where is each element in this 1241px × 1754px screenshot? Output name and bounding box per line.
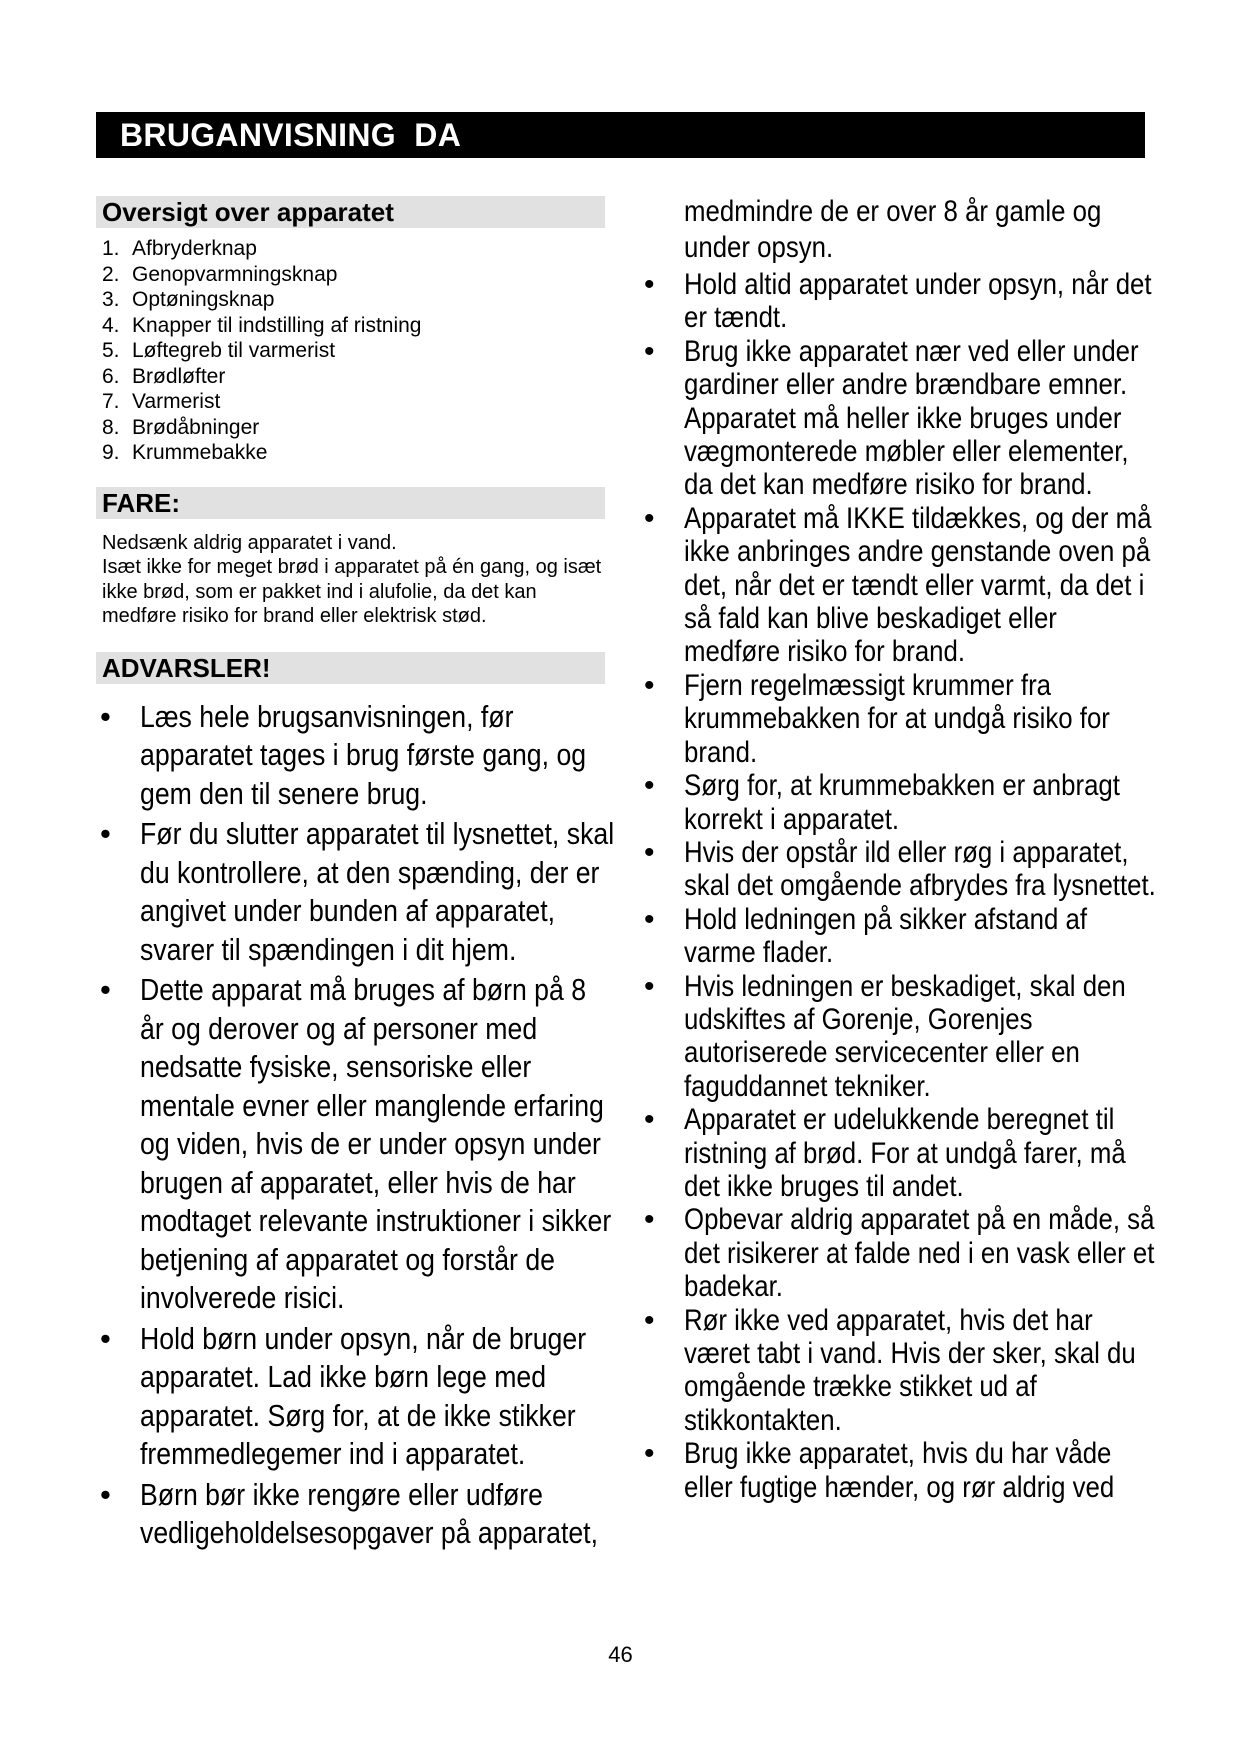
- list-item: [96, 338, 616, 364]
- warning-text: • Sørg for, at krummebakken er anbragt korrekt i apparatet.: [684, 769, 1120, 836]
- left-column: [96, 196, 616, 1555]
- list-item: [640, 1437, 1160, 1504]
- list-item: [640, 903, 1160, 970]
- list-item: [640, 1103, 1160, 1203]
- list-item: [96, 815, 616, 969]
- warnings-list-right: [640, 268, 1160, 1504]
- warning-text: • Hold ledningen på sikker afstand af varme flader.: [684, 902, 1088, 970]
- list-item: [640, 1304, 1160, 1438]
- list-item: [640, 268, 1160, 335]
- item-label: Knapper til indstilling af ristning: [132, 313, 422, 337]
- list-item: [96, 415, 616, 441]
- warning-text: • Brug ikke apparatet nær ved eller under gardiner eller andre brændbare emner. Apparatet må heller ikke bruges under vægmonterede møbler eller elementer, da det kan medføre risiko for brand.: [684, 334, 1139, 502]
- warning-text: • Dette apparat må bruges af børn på 8 år og derover og af personer med nedsatte fysiske, sensoriske eller mentale evner eller manglende erfaring og viden, hvis de er under opsyn under brugen af apparatet, eller hvis de har modtaget relevante instruktioner i sikker betjening af apparatet og forstår de involverede risici.: [140, 972, 612, 1315]
- warning-text: • Apparatet er udelukkende beregnet til ristning af brød. For at undgå farer, må det ikke bruges til andet.: [684, 1103, 1126, 1203]
- page-number: 46: [608, 1642, 633, 1667]
- list-item: [640, 1203, 1160, 1303]
- item-label: Afbryderknap: [132, 237, 257, 260]
- item-number: 3.: [102, 288, 120, 311]
- overview-list: [96, 236, 616, 466]
- warning-text: • Læs hele brugsanvisningen, før apparatet tages i brug første gang, og gem den til senere brug.: [140, 698, 587, 811]
- warnings-heading: ADVARSLER!: [96, 652, 605, 684]
- item-number: 5.: [102, 339, 120, 362]
- warnings-list-left: [96, 698, 616, 1553]
- warning-text: • Før du slutter apparatet til lysnettet, skal du kontrollere, at den spænding, der er angivet under bunden af apparatet, svarer til spændingen i dit hjem.: [140, 816, 615, 967]
- warning-text: • Apparatet må IKKE tildækkes, og der må ikke anbringes andre genstande oven på det, når det er tændt eller varmt, da det i så fald kan blive beskadiget eller medføre risiko for brand.: [684, 501, 1152, 669]
- item-number: 8.: [102, 415, 120, 439]
- list-item: [640, 769, 1160, 836]
- item-number: 9.: [102, 441, 120, 464]
- item-label: Brødåbninger: [132, 415, 260, 439]
- warning-text: • Brug ikke apparatet, hvis du har våde eller fugtige hænder, og rør aldrig ved: [684, 1437, 1115, 1504]
- warning-text: • Rør ikke ved apparatet, hvis det har været tabt i vand. Hvis der sker, skal du omgående trække stikket ud af stikkontakten.: [684, 1303, 1136, 1437]
- right-column: [640, 194, 1160, 1504]
- danger-text: [102, 531, 602, 629]
- danger-heading: FARE:: [96, 487, 605, 519]
- warning-text: • Børn bør ikke rengøre eller udføre vedligeholdelsesopgaver på apparatet,: [140, 1476, 599, 1550]
- warning-text: • Fjern regelmæssigt krummer fra krummebakken for at undgå risiko for brand.: [684, 668, 1110, 769]
- continuation-text: medmindre de er over 8 år gamle og under opsyn.: [684, 195, 1102, 264]
- item-label: Brødløfter: [132, 364, 226, 388]
- item-label: Krummebakke: [132, 441, 268, 464]
- list-item: [96, 1476, 616, 1553]
- list-item: [96, 364, 616, 390]
- danger-line-1: Nedsænk aldrig apparatet i vand.: [102, 531, 397, 554]
- list-item: [96, 236, 616, 262]
- list-item: [640, 669, 1160, 769]
- list-item: [96, 262, 616, 288]
- warning-text: • Hvis ledningen er beskadiget, skal den udskiftes af Gorenje, Gorenjes autoriserede servicecenter eller en faguddannet tekniker.: [684, 969, 1126, 1103]
- item-label: Optøningsknap: [132, 288, 275, 311]
- danger-line-2: Isæt ikke for meget brød i apparatet på én gang, og isæt ikke brød, som er pakket ind i alufolie, da det kan medføre risiko for brand eller elektrisk stød.: [102, 556, 602, 627]
- warning-text: • Hold altid apparatet under opsyn, når det er tændt.: [684, 268, 1152, 335]
- item-number: 1.: [102, 237, 120, 260]
- list-item: [96, 1320, 616, 1474]
- list-item: [640, 335, 1160, 502]
- item-label: Løftegreb til varmerist: [132, 339, 336, 362]
- list-item: [96, 313, 616, 339]
- warning-text: • Opbevar aldrig apparatet på en måde, så det risikerer at falde ned i en vask eller et badekar.: [684, 1203, 1155, 1304]
- item-number: 7.: [102, 390, 120, 413]
- list-item: [640, 502, 1160, 669]
- item-label: Genopvarmningsknap: [132, 262, 338, 286]
- list-item: [96, 389, 616, 415]
- item-number: 2.: [102, 262, 120, 286]
- warning-continuation: [640, 194, 1160, 266]
- list-item: [640, 970, 1160, 1104]
- list-item: [96, 971, 616, 1318]
- page-header-banner: BRUGANVISNING DA: [96, 112, 1145, 158]
- warning-text: • Hold børn under opsyn, når de bruger apparatet. Lad ikke børn lege med apparatet. Sørg for, at de ikke stikker fremmedlegemer ind i apparatet.: [140, 1320, 587, 1471]
- list-item: [96, 698, 616, 814]
- overview-heading: Oversigt over apparatet: [96, 196, 605, 228]
- warning-text: • Hvis der opstår ild eller røg i apparatet, skal det omgående afbrydes fra lysnettet.: [684, 835, 1156, 903]
- item-label: Varmerist: [132, 390, 221, 413]
- list-item: [96, 287, 616, 313]
- item-number: 6.: [102, 364, 120, 388]
- list-item: [96, 440, 616, 466]
- item-number: 4.: [102, 313, 120, 337]
- list-item: [640, 836, 1160, 903]
